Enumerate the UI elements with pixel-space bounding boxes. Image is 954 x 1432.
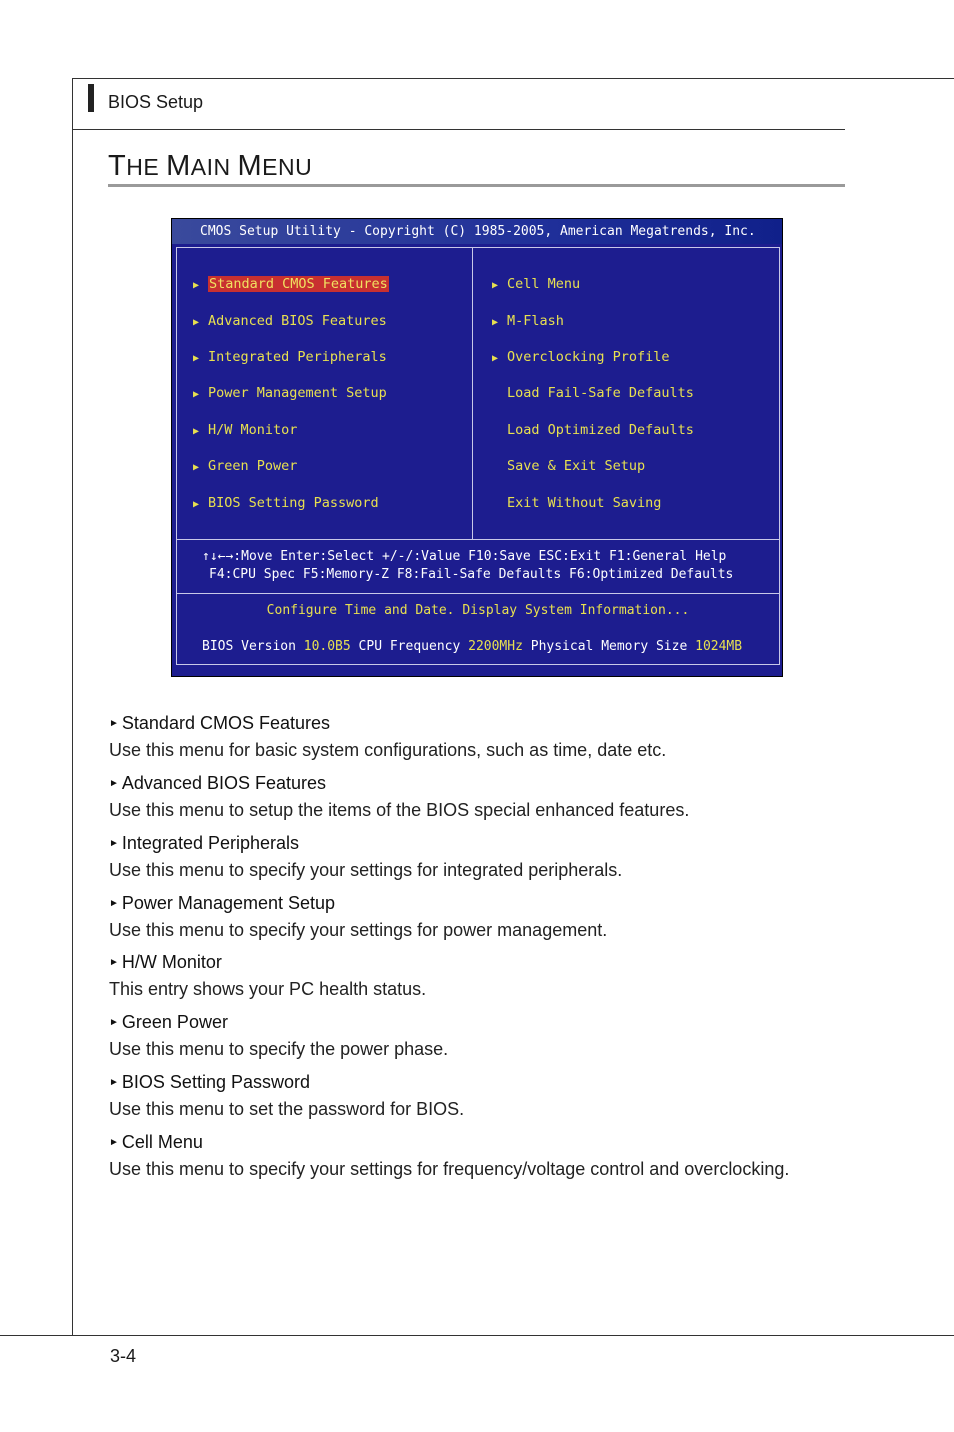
bios-help-divider <box>176 539 780 540</box>
bios-help-line-1: ↑↓←→:Move Enter:Select +/-/:Value F10:Save ESC:Exit F1:General Help <box>202 549 727 564</box>
bios-menu-m-flash[interactable]: ▶ M-Flash <box>492 312 564 330</box>
entry-description: Use this menu for basic system configurations, such as time, date etc. <box>109 740 667 760</box>
bios-menu-bios-password[interactable]: ▶ BIOS Setting Password <box>193 494 379 512</box>
bios-info-divider <box>176 593 780 594</box>
entry-power-management <box>109 893 849 941</box>
triangle-right-icon: ► <box>109 957 119 968</box>
triangle-right-icon: ▶ <box>492 280 499 291</box>
entry-description: Use this menu to specify your settings for power management. <box>109 920 608 940</box>
bios-system-info: BIOS Version 10.0B5 CPU Frequency 2200MHz Physical Memory Size 1024MB <box>202 639 743 654</box>
bios-title-bar: CMOS Setup Utility - Copyright (C) 1985-2005, American Megatrends, Inc. <box>172 219 782 244</box>
triangle-right-icon: ▶ <box>492 353 499 364</box>
triangle-right-icon: ▶ <box>193 353 200 364</box>
bios-menu-overclocking-profile[interactable]: ▶ Overclocking Profile <box>492 348 670 366</box>
frame-left-rule <box>72 78 73 1336</box>
entry-hw-monitor <box>109 952 849 1000</box>
triangle-right-icon: ▶ <box>492 317 499 328</box>
entry-title: ► H/W Monitor <box>109 952 222 972</box>
triangle-right-icon: ▶ <box>193 317 200 328</box>
entry-description: Use this menu to specify your settings for integrated peripherals. <box>109 860 623 880</box>
triangle-right-icon: ▶ <box>193 426 200 437</box>
triangle-right-icon: ► <box>109 838 119 849</box>
section-title-rule <box>108 184 845 187</box>
bios-menu-integrated-peripherals[interactable]: ▶ Integrated Peripherals <box>193 348 387 366</box>
bios-menu-exit-without-saving[interactable]: Exit Without Saving <box>507 495 662 511</box>
entry-description: Use this menu to specify your settings for frequency/voltage control and overclocking. <box>109 1159 790 1179</box>
bios-menu-hw-monitor[interactable]: ▶ H/W Monitor <box>193 421 297 439</box>
entry-description: Use this menu to setup the items of the BIOS special enhanced features. <box>109 800 690 820</box>
triangle-right-icon: ► <box>109 898 119 909</box>
entry-integrated-peripherals <box>109 833 849 881</box>
running-header: BIOS Setup <box>108 92 204 112</box>
triangle-right-icon: ▶ <box>193 280 200 291</box>
triangle-right-icon: ▶ <box>193 462 200 473</box>
frame-top-rule <box>72 78 954 79</box>
page-number: 3-4 <box>110 1346 137 1366</box>
entry-cell-menu <box>109 1132 849 1180</box>
bios-column-divider <box>472 247 473 539</box>
bios-menu-power-management[interactable]: ▶ Power Management Setup <box>193 384 387 402</box>
frame-bottom-rule <box>0 1335 954 1336</box>
entry-title: ► Advanced BIOS Features <box>109 773 327 793</box>
bios-screenshot <box>171 218 783 677</box>
entry-title: ► BIOS Setting Password <box>109 1072 310 1092</box>
entry-advanced-bios <box>109 773 849 821</box>
triangle-right-icon: ▶ <box>193 389 200 400</box>
bios-menu-load-failsafe[interactable]: Load Fail-Safe Defaults <box>507 385 694 401</box>
entry-title: ► Green Power <box>109 1012 228 1032</box>
entry-title: ► Power Management Setup <box>109 893 336 913</box>
bios-item-description: Configure Time and Date. Display System Information... <box>266 603 690 618</box>
entry-description: Use this menu to specify the power phase. <box>109 1039 449 1059</box>
bios-menu-load-optimized[interactable]: Load Optimized Defaults <box>507 422 694 438</box>
bios-menu-green-power[interactable]: ▶ Green Power <box>193 457 297 475</box>
triangle-right-icon: ► <box>109 778 119 789</box>
triangle-right-icon: ► <box>109 1137 119 1148</box>
entry-green-power <box>109 1012 849 1060</box>
entry-description: Use this menu to set the password for BIOS. <box>109 1099 465 1119</box>
bios-menu-cell-menu[interactable]: ▶ Cell Menu <box>492 275 580 293</box>
entry-bios-password <box>109 1072 849 1120</box>
triangle-right-icon: ► <box>109 1077 119 1088</box>
bios-menu-advanced-bios[interactable]: ▶ Advanced BIOS Features <box>193 312 387 330</box>
triangle-right-icon: ► <box>109 1017 119 1028</box>
header-bottom-rule <box>72 129 845 130</box>
bios-menu-standard-cmos[interactable]: ▶ Standard CMOS Features <box>193 275 389 293</box>
bios-help-line-2: F4:CPU Spec F5:Memory-Z F8:Fail-Safe Defaults F6:Optimized Defaults <box>209 567 734 582</box>
bios-menu-save-exit[interactable]: Save & Exit Setup <box>507 458 646 474</box>
triangle-right-icon: ▶ <box>193 499 200 510</box>
header-marker-bar <box>88 84 94 112</box>
entry-description: This entry shows your PC health status. <box>109 979 427 999</box>
entry-title: ► Standard CMOS Features <box>109 713 330 733</box>
entry-standard-cmos <box>109 713 849 761</box>
triangle-right-icon: ► <box>109 718 119 729</box>
entry-title: ► Integrated Peripherals <box>109 833 300 853</box>
entry-title: ► Cell Menu <box>109 1132 203 1152</box>
section-title: THE MAIN MENU <box>108 150 313 182</box>
